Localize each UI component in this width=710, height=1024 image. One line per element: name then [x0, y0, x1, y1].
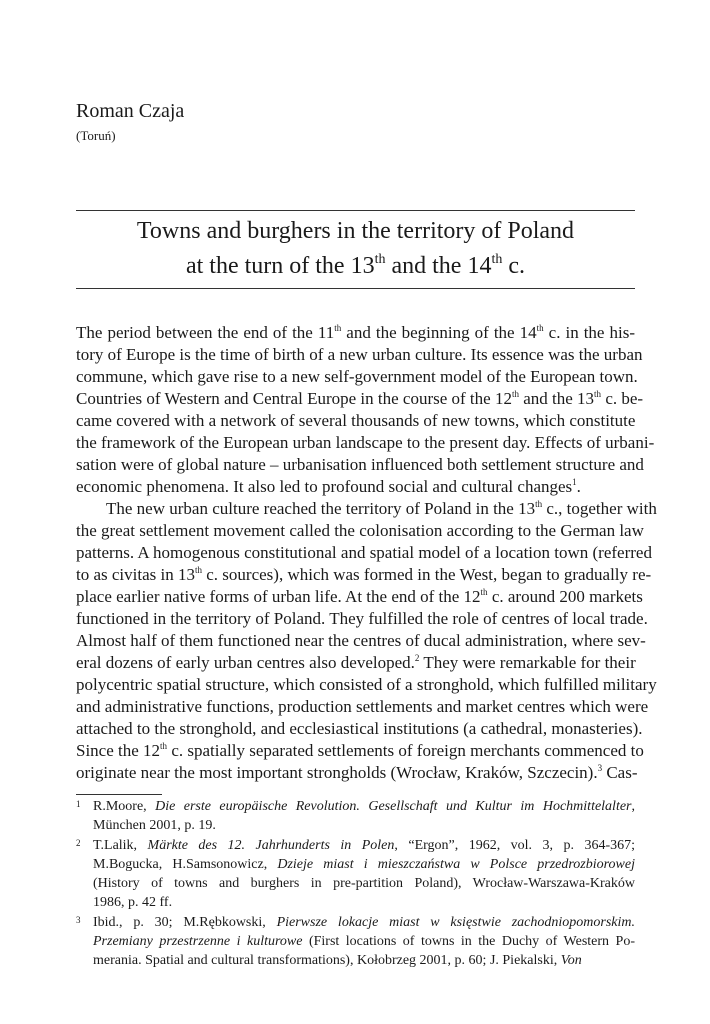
text-line	[76, 718, 643, 740]
superscript: th	[536, 323, 544, 333]
title-text: at the turn of the 13	[185, 253, 375, 279]
text-run: c. in the his-	[543, 323, 636, 342]
italic-title: Märkte des 12. Jahrhunderts in Polen	[147, 838, 395, 853]
footnote	[76, 913, 635, 970]
superscript: th	[594, 389, 602, 399]
title-rule-bottom	[76, 288, 635, 289]
text-line	[76, 498, 657, 520]
footnote-line	[93, 951, 635, 970]
text-line	[76, 674, 657, 696]
author-name: Roman Czaja	[76, 100, 185, 122]
text-run: (History of towns and burghers in pre-partition Poland), Wrocław-Warszawa-Kraków	[93, 876, 635, 891]
text-run: sation were of global nature – urbanisation influenced both settlement structure and	[76, 455, 644, 474]
text-run: eral dozens of early urban centres also developed.	[76, 653, 415, 672]
text-run: patterns. A homogenous constitutional and spatial model of a location town (referred	[76, 543, 652, 562]
italic-title: Die erste europäische Revolution. Gesellschaft und Kultur im Hochmittelalter	[155, 799, 632, 814]
text-run: Since the 12	[76, 741, 161, 760]
text-run: 1986, p. 42 ff.	[93, 895, 173, 910]
text-run: Countries of Western and Central Europe in the course of the 12	[76, 389, 512, 408]
text-run: the great settlement movement called the colonisation according to the German law	[76, 521, 644, 540]
text-run: to as civitas in 13	[76, 565, 195, 584]
superscript: 1	[572, 477, 577, 487]
text-run: .	[576, 477, 581, 496]
superscript: th	[511, 389, 519, 399]
text-line	[76, 388, 644, 410]
text-line	[76, 740, 644, 762]
text-run: c. be-	[601, 389, 644, 408]
italic-title: Dzieje miast i mieszczaństwa w Polsce przedrozbiorowej	[277, 857, 635, 872]
text-run: Ibid., p. 30; M.Rębkowski,	[93, 915, 277, 930]
text-run: Almost half of them functioned near the centres of ducal administration, where sev-	[76, 631, 646, 650]
text-line	[76, 762, 638, 784]
text-run: came covered with a network of several thousands of new towns, which constitute	[76, 411, 636, 430]
footnote-number: 1	[76, 799, 81, 809]
title-text: and the 14	[385, 253, 492, 279]
superscript: 2	[414, 653, 420, 663]
author-affiliation: (Toruń)	[76, 128, 116, 143]
text-run: the framework of the European urban landscape to the present day. Effects of urbani-	[76, 433, 655, 452]
text-run: polycentric spatial structure, which consisted of a stronghold, which fulfilled military	[76, 675, 657, 694]
text-run: The period between the end of the 11	[76, 323, 335, 342]
text-run: c., together with	[542, 499, 657, 518]
italic-title: Pierwsze lokacje miast w księstwie zachodniopomorskim.	[276, 915, 636, 930]
superscript: th	[480, 587, 488, 597]
text-run: functioned in the territory of Poland. They fulfilled the role of centres of local trade.	[76, 609, 648, 628]
footnote-separator	[76, 794, 162, 795]
text-line	[76, 410, 635, 432]
title-superscript: th	[374, 252, 386, 267]
superscript: 3	[597, 763, 603, 773]
text-line	[76, 322, 635, 344]
footnote-number: 3	[76, 915, 81, 925]
text-run: (First locations of towns in the Duchy of Western Po-	[302, 934, 635, 949]
paragraph-2	[76, 498, 657, 784]
paragraph-1	[76, 322, 655, 498]
text-line	[76, 520, 644, 542]
text-run: economic phenomena. It also led to profound social and cultural changes	[76, 477, 573, 496]
footnote-line	[93, 874, 635, 893]
text-run: and the beginning of the 14	[341, 323, 537, 342]
italic-title: Przemiany przestrzenne i kulturowe	[93, 934, 303, 949]
italic-title: Von	[560, 953, 582, 968]
text-line	[76, 366, 638, 388]
text-run: They were remarkable for their	[419, 653, 636, 672]
text-line	[76, 564, 652, 586]
text-run: The new urban culture reached the territory of Poland in the 13	[106, 499, 536, 518]
text-run: c. spatially separated settlements of foreign merchants commenced to	[167, 741, 644, 760]
footnote-line	[93, 797, 635, 816]
text-line	[76, 344, 643, 366]
title-line-2	[76, 249, 635, 284]
text-run: place earlier native forms of urban life. At the end of the 12	[76, 587, 481, 606]
title-superscript: th	[491, 252, 503, 267]
footnote-line	[93, 816, 635, 835]
text-line	[76, 454, 644, 476]
footnote-line	[93, 836, 635, 855]
footnote	[76, 797, 635, 835]
text-run: M.Bogucka, H.Samsonowicz,	[93, 857, 278, 872]
superscript: th	[535, 499, 543, 509]
text-run: München 2001, p. 19.	[93, 818, 216, 833]
text-run: originate near the most important strongholds (Wrocław, Kraków, Szczecin).	[76, 763, 598, 782]
text-run: attached to the stronghold, and ecclesiastical institutions (a cathedral, monasteries).	[76, 719, 643, 738]
text-line	[76, 652, 635, 674]
text-line	[76, 542, 652, 564]
footnote-line	[93, 855, 635, 874]
text-run: commune, which gave rise to a new self-government model of the European town.	[76, 367, 638, 386]
footnotes	[76, 797, 635, 971]
footnote	[76, 836, 635, 912]
text-line	[76, 586, 643, 608]
text-run: R.Moore,	[93, 799, 156, 814]
text-run: and the 13	[518, 389, 595, 408]
title-rule-top	[76, 210, 635, 211]
text-run: c. sources), which was formed in the West, began to gradually re-	[202, 565, 652, 584]
superscript: th	[194, 565, 202, 575]
footnote-line	[93, 893, 635, 912]
text-line	[76, 630, 646, 652]
text-run: T.Lalik,	[93, 838, 148, 853]
text-run: Cas-	[602, 763, 638, 782]
text-line	[76, 476, 635, 498]
title-line-1: Towns and burghers in the territory of Poland	[136, 218, 575, 244]
text-run: c. around 200 markets	[487, 587, 643, 606]
article-title	[76, 214, 635, 284]
text-line	[76, 696, 649, 718]
text-run: ,	[631, 799, 636, 814]
text-run: , “Ergon”, 1962, vol. 3, p. 364-367;	[394, 838, 635, 853]
text-run: and administrative functions, production settlements and market centres which were	[76, 697, 649, 716]
title-text: c.	[502, 253, 526, 279]
superscript: th	[160, 741, 168, 751]
body-text	[76, 322, 657, 784]
footnote-number: 2	[76, 838, 81, 848]
superscript: th	[334, 323, 342, 333]
text-run: tory of Europe is the time of birth of a new urban culture. Its essence was the urban	[76, 345, 643, 364]
text-line	[76, 432, 655, 454]
text-run: merania. Spatial and cultural transformations), Kołobrzeg 2001, p. 60; J. Piekalski,	[93, 953, 561, 968]
footnote-line	[93, 932, 635, 951]
text-line	[76, 608, 648, 630]
footnote-line	[93, 913, 635, 932]
